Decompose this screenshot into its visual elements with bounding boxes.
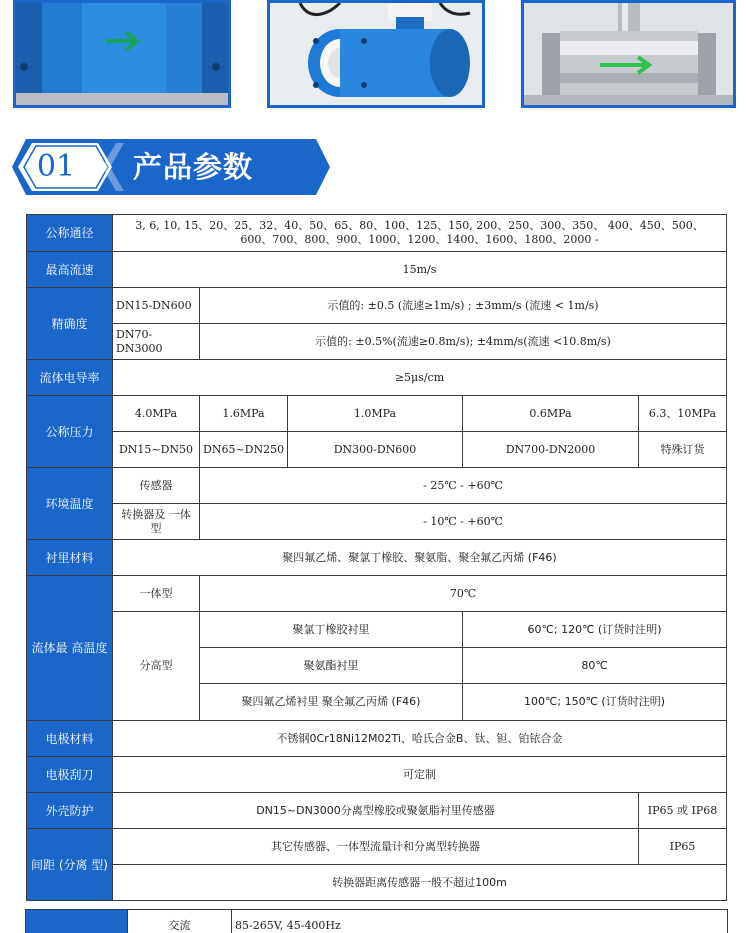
label-nominal-diameter: 公称通径 — [27, 215, 113, 252]
distance-note: 转换器距离传感器一般不超过100m — [113, 865, 727, 901]
pressure-value: 4.0MPa — [113, 396, 200, 432]
max-temp-lining: 聚氨酯衬里 — [200, 648, 463, 684]
section-number: 01 — [36, 149, 76, 184]
env-temp-converter-label: 转换器及 一体型 — [113, 504, 200, 540]
distance-description: 其它传感器、一体型流量计和分离型转换器 — [113, 829, 639, 865]
label-lining: 衬里材料 — [27, 540, 113, 576]
max-temp-value: 80℃ — [463, 648, 727, 684]
row-max-velocity — [27, 252, 727, 288]
label-pressure: 公称压力 — [27, 396, 113, 468]
max-temp-split-label: 分高型 — [113, 612, 200, 721]
row-scraper — [27, 757, 727, 793]
label-electrode: 电极材料 — [27, 721, 113, 757]
power-type: 交流 — [128, 910, 232, 933]
nominal-diameter-line2: 600、700、800、900、1000、1200、1400、1600、1800、2000 - — [240, 233, 599, 246]
product-photo-image — [524, 3, 733, 105]
accuracy-range-2: DN70-DN3000 — [113, 324, 200, 360]
enclosure-rating: IP65 或 IP68 — [639, 793, 727, 829]
row-electrode — [27, 721, 727, 757]
row-conductivity — [27, 360, 727, 396]
label-max-velocity: 最高流速 — [27, 252, 113, 288]
accuracy-value-1: 示值的: ±0.5 (流速≥1m/s) ; ±3mm/s (流速 < 1m/s) — [200, 288, 727, 324]
product-photo-image — [270, 3, 482, 105]
pressure-range: DN65~DN250 — [200, 432, 288, 468]
nominal-diameter-value — [113, 215, 727, 252]
nominal-diameter-line1: 3, 6, 10, 15、20、25、32、40、50、65、80、100、125、150, 200、250、300、350、 400、450、500、 — [135, 219, 704, 232]
product-photo-blue-meter-ptfe — [267, 0, 485, 108]
pressure-value: 1.6MPa — [200, 396, 288, 432]
power-table — [25, 909, 728, 933]
pressure-range: DN15~DN50 — [113, 432, 200, 468]
label-enclosure: 外壳防护 — [27, 793, 113, 829]
row-max-temp-split-1 — [27, 612, 727, 648]
row-accuracy-2 — [27, 324, 727, 360]
spec-table — [26, 214, 727, 901]
max-temp-lining: 聚氯丁橡胶衬里 — [200, 612, 463, 648]
pressure-range: 特殊订货 — [639, 432, 727, 468]
label-max-temp: 流体最 高温度 — [27, 576, 113, 721]
row-max-temp-integral — [27, 576, 727, 612]
power-value: 85-265V, 45-400Hz — [232, 910, 728, 933]
label-env-temp: 环境温度 — [27, 468, 113, 540]
row-pressure-ranges — [27, 432, 727, 468]
max-velocity-value: 15m/s — [113, 252, 727, 288]
enclosure-description: DN15~DN3000分离型橡胶或聚氨脂衬里传感器 — [113, 793, 639, 829]
max-temp-integral-label: 一体型 — [113, 576, 200, 612]
scraper-value: 可定制 — [113, 757, 727, 793]
row-nominal-diameter — [27, 215, 727, 252]
distance-rating: IP65 — [639, 829, 727, 865]
label-scraper: 电极刮刀 — [27, 757, 113, 793]
section-title: 产品参数 — [133, 150, 254, 184]
row-accuracy-1 — [27, 288, 727, 324]
label-distance: 间距 (分离 型) — [27, 829, 113, 901]
accuracy-range-1: DN15-DN600 — [113, 288, 200, 324]
pressure-value: 1.0MPa — [288, 396, 463, 432]
max-temp-value: 100℃; 150℃ (订货时注明) — [463, 684, 727, 721]
row-env-temp-converter — [27, 504, 727, 540]
label-power — [26, 910, 128, 933]
product-photo-image — [16, 3, 228, 105]
pressure-range: DN700-DN2000 — [463, 432, 639, 468]
env-temp-sensor-label: 传感器 — [113, 468, 200, 504]
row-distance-1 — [27, 829, 727, 865]
conductivity-value: ≥5μs/cm — [113, 360, 727, 396]
row-distance-2 — [27, 865, 727, 901]
row-lining — [27, 540, 727, 576]
label-accuracy: 精确度 — [27, 288, 113, 360]
product-photo-blue-meter-front — [13, 0, 231, 108]
row-enclosure — [27, 793, 727, 829]
electrode-value: 不锈钢0Cr18Ni12M02Ti、哈氏合金B、钛、钽、铂铱合金 — [113, 721, 727, 757]
pressure-range: DN300-DN600 — [288, 432, 463, 468]
max-temp-integral-value: 70℃ — [200, 576, 727, 612]
section-banner — [12, 139, 330, 195]
row-env-temp-sensor — [27, 468, 727, 504]
max-temp-value: 60℃; 120℃ (订货时注明) — [463, 612, 727, 648]
pressure-value: 6.3、10MPa — [639, 396, 727, 432]
product-photo-steel-meter — [521, 0, 736, 108]
accuracy-value-2: 示值的: ±0.5%(流速≥0.8m/s); ±4mm/s(流速 <10.8m/s) — [200, 324, 727, 360]
label-conductivity: 流体电导率 — [27, 360, 113, 396]
row-pressure-values — [27, 396, 727, 432]
row-power — [26, 910, 728, 933]
pressure-value: 0.6MPa — [463, 396, 639, 432]
env-temp-converter-value: - 10℃ - +60℃ — [200, 504, 727, 540]
env-temp-sensor-value: - 25℃ - +60℃ — [200, 468, 727, 504]
lining-value: 聚四氟乙烯、聚氯丁橡胶、聚氨脂、聚全氟乙丙烯 (F46) — [113, 540, 727, 576]
max-temp-lining: 聚四氟乙烯衬里 聚全氟乙丙烯 (F46) — [200, 684, 463, 721]
